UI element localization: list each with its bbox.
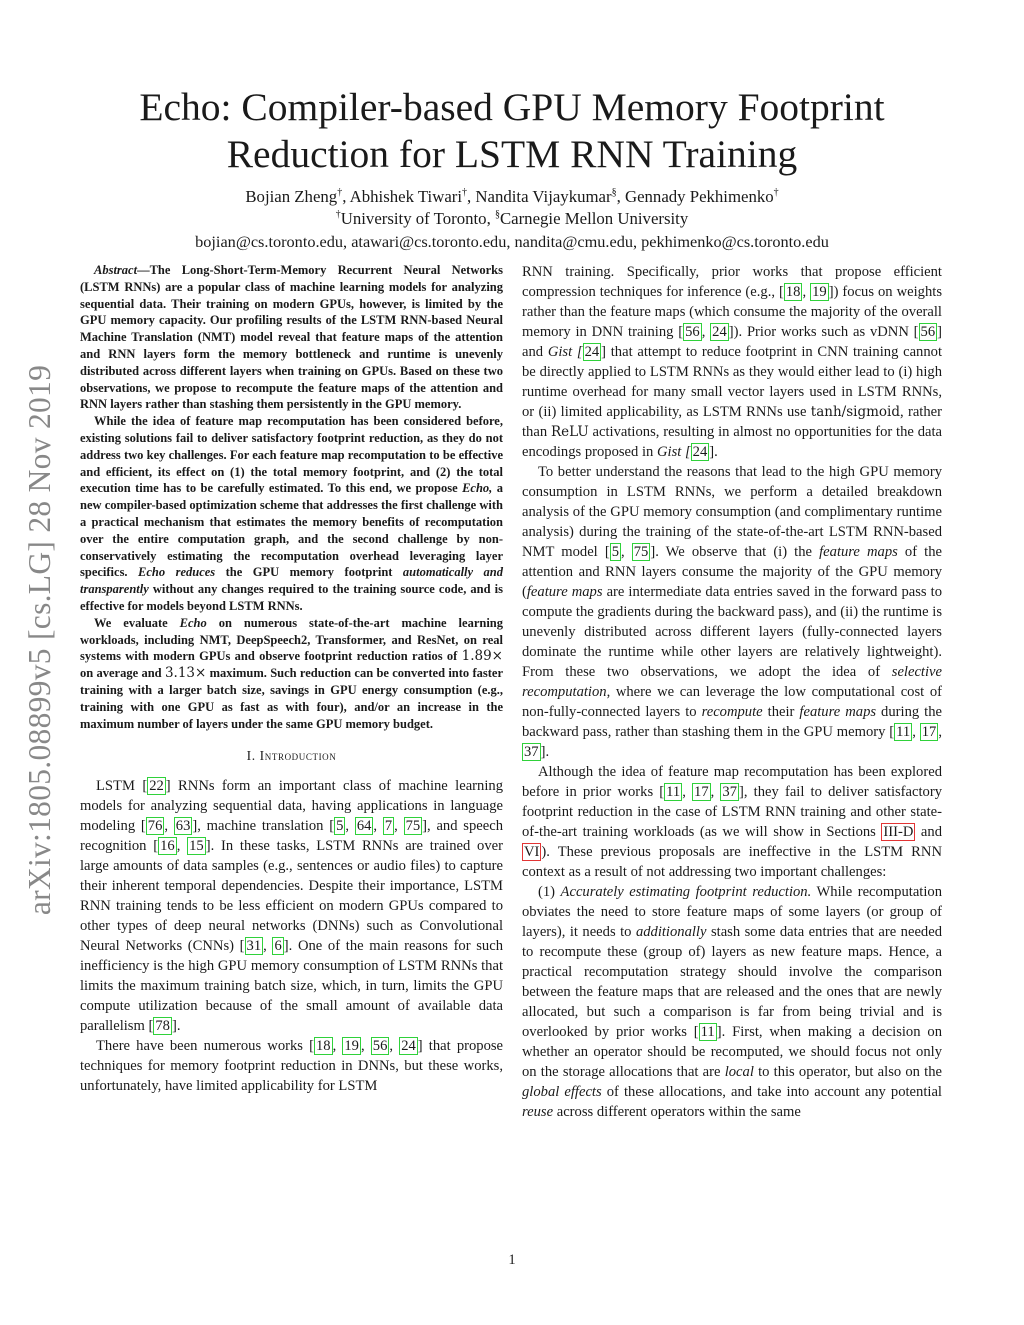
body-paragraph: To better understand the reasons that lead to the high GPU memory consumption in LSTM RNNs, we perform a detailed breakdown analysis of the GPU memory consumption (and complimentary runtime analysis) during the training of the state-of-the-art LSTM RNN-based NMT model [ 5 , 75 ]. We observe that (i) the feature maps of the attention and RNN layers consume the majority of the GPU memory (feature maps are intermediate data entries saved in the forward pass to compute the gradients during the backward pass), and (ii) the runtime is unevenly distributed across different layers (fully-connected layers dominate the runtime while other layers are relatively lightweight). From these two observations, we adopt the idea of selective recomputation, where we can leverage the low computational cost of non-fully-connected layers to recompute their feature maps during the backward pass, rather than stashing them in the GPU memory [ 11 , 17 , 37 ]. — [522, 464, 943, 760]
affiliation-name: Carnegie Mellon University — [499, 209, 689, 228]
abstract-text: —The Long-Short-Term-Memory Recurrent Neural Networks (LSTM RNNs) are a popular class of machine learning models for analyzing sequential data. Their training on modern GPUs, however, is limited by the GPU memory capacity. Our profiling results of the LSTM RNN-based Neural Machine Translation (NMT) model reveal that feature maps of the attention and RNN layers form the memory bottleneck and runtime is unevenly distributed across different layers when training on GPUs. Based on these two observations, we propose to recompute the feature maps of the attention and RNN layers rather than stashing them persistently in the GPU memory. — [80, 263, 503, 412]
citation-link[interactable]: 15 — [189, 838, 204, 855]
author-mark: † — [337, 187, 343, 198]
citation-link[interactable]: 11 — [896, 724, 911, 740]
citation-link[interactable]: 24 — [584, 344, 600, 360]
citation-link[interactable]: 11 — [700, 1024, 715, 1040]
citation-link[interactable]: 7 — [384, 818, 393, 835]
body-paragraph: There have been numerous works [ 18 , 19 , 56 , 24 ] that propose techniques for memory footprint reduction in DNNs, but these works, unfortunately, have limited applicability for LSTM — [80, 1038, 504, 1095]
citation-link[interactable]: 76 — [147, 818, 163, 835]
citation-link[interactable]: 5 — [336, 818, 344, 835]
author-name: Bojian Zheng — [245, 187, 338, 206]
arxiv-identifier: arXiv:1805.08899v5 [cs.LG] 28 Nov 2019 — [22, 364, 57, 916]
right-column — [522, 262, 942, 1122]
citation-link[interactable]: 6 — [274, 938, 282, 955]
citation-link[interactable]: 16 — [160, 838, 175, 855]
abstract-paragraph — [80, 262, 503, 413]
citation-link[interactable]: 24 — [712, 324, 727, 340]
crossref-link[interactable]: III-D — [883, 824, 914, 840]
abstract-paragraph: We evaluate Echo on numerous state-of-the-art machine learning workloads, including NMT, DeepSpeech2, Transformer, and ResNet, on real systems with modern GPUs and observe footprint reduction ratios of 1.89× on average and 3.13× maximum. Such reduction can be converted into faster training with a larger batch size, savings in GPU energy consumption (e.g., training with one GPU as fast as with four), and/or an increase in the maximum number of layers under the same GPU memory budget. — [80, 615, 504, 731]
crossref-link[interactable]: VI — [524, 844, 540, 860]
author-mark: § — [611, 187, 617, 198]
affiliation-mark: § — [494, 209, 500, 220]
left-column — [80, 262, 503, 1096]
intro-body-right — [522, 262, 942, 1122]
citation-link[interactable]: 18 — [315, 1038, 331, 1055]
citation-link[interactable]: 24 — [692, 444, 708, 460]
arxiv-sidebar — [10, 340, 70, 940]
paper-title — [110, 84, 914, 178]
citation-link[interactable]: 63 — [175, 818, 191, 835]
section-heading — [80, 748, 503, 764]
citation-link[interactable]: 24 — [401, 1038, 416, 1055]
citation-link[interactable]: 56 — [685, 324, 700, 340]
title-line-2: Reduction for LSTM RNN Training — [226, 132, 798, 176]
citation-link[interactable]: 31 — [246, 938, 262, 955]
body-paragraph: Although the idea of feature map recomputation has been explored before in prior works [ 11 , 17 , 37 ], they fail to deliver satisfactory footprint reduction in the case of LSTM RNN training and other state-of-the-art training workloads (as we will show in Sections III-D and VI ). These previous proposals are ineffective in the LSTM RNN context as a result of not addressing two important challenges: — [522, 764, 943, 880]
title-line-1: Echo: Compiler-based GPU Memory Footprint — [139, 85, 885, 129]
body-paragraph: (1) Accurately estimating footprint reduction. While recomputation obviates the need to store feature maps of some layers (or group of layers), it needs to additionally stash some data entries that are needed to recompute these (group of) layers as new feature maps. Hence, a practical recomputation strategy should involve the comparison between the feature maps that are released and the ones that are newly allocated, but such a comparison is far from being trivial and is overlooked by prior works [ 11 ]. First, when making a decision on whether an operator should be recomputed, we should focus not only on the storage allocations that are local to this operator, but also on the global effects of these allocations, and take into account any potential reuse across different operators within the same — [522, 884, 943, 1120]
page-number: 1 — [508, 1252, 516, 1268]
author-name: Nandita Vijaykumar — [475, 187, 612, 206]
citation-link[interactable]: 17 — [694, 784, 709, 800]
citation-link[interactable]: 56 — [372, 1038, 388, 1055]
citation-link[interactable]: 78 — [155, 1018, 170, 1035]
citation-link[interactable]: 17 — [921, 724, 937, 740]
citation-link[interactable]: 37 — [722, 784, 738, 800]
author-mark: † — [773, 187, 779, 198]
citation-link[interactable]: 37 — [524, 744, 539, 760]
body-paragraph: RNN training. Specifically, prior works that propose efficient compression techniques for inference (e.g., [ 18 , 19 ]) focus on weights rather than the feature maps (which consume the majority of the overall memory in DNN training [ 56 , 24 ]). Prior works such as vDNN [ 56 ] and Gist [ 24 ] that attempt to reduce footprint in CNN training cannot be directly applied to LSTM RNNs as they would either lead to (i) high runtime overhead for many small vector layers used in LSTM RNNs, or (ii) limited applicability, as LSTM RNNs use tanh/sigmoid, rather than ReLU activations, resulting in almost no opportunities for the data encodings proposed in Gist [ 24 ]. — [522, 264, 943, 460]
section-title: Introduction — [259, 748, 337, 764]
citation-link[interactable]: 19 — [812, 284, 827, 300]
author-mark: † — [462, 187, 468, 198]
citation-link[interactable]: 5 — [611, 544, 619, 560]
intro-body-left — [80, 776, 503, 1096]
citation-link[interactable]: 56 — [920, 324, 936, 340]
section-numeral: I. — [246, 748, 256, 764]
affiliation-name: University of Toronto — [340, 209, 487, 228]
citation-link[interactable]: 75 — [405, 818, 421, 835]
citation-link[interactable]: 64 — [356, 818, 372, 835]
citation-link[interactable]: 19 — [344, 1038, 359, 1055]
author-emails: bojian@cs.toronto.edu, atawari@cs.toronto.edu, nandita@cmu.edu, pekhimenko@cs.toronto.edu — [195, 232, 829, 251]
affiliations: †University of Toronto, §Carnegie Mellon University — [335, 209, 689, 228]
author-list: Bojian Zheng†, Abhishek Tiwari†, Nandita Vijaykumar§, Gennady Pekhimenko† — [245, 187, 779, 206]
body-paragraph: LSTM [ 22 ] RNNs form an important class of machine learning models for analyzing sequential data, having applications in language modeling [ 76 , 63 ], machine translation [ 5 , 64 , 7 , 75 ], and speech recognition [ 16 , 15 ]. In these tasks, LSTM RNNs are trained over large amounts of data samples (e.g., sentences or audio files) to capture their inherent temporal dependencies. Despite their importance, LSTM RNN training tends to be less efficient on modern GPUs compared to other types of deep neural networks (DNNs) such as Convolutional Neural Networks (CNNs) [ 31 , 6 ]. One of the main reasons for such inefficiency is the high GPU memory consumption of LSTM RNNs that limits the maximum training batch size, which, in turn, limits the GPU compute utilization because of the small amount of available data parallelism [ 78 ]. — [80, 778, 504, 1035]
paper-header — [110, 84, 914, 253]
citation-link[interactable]: 75 — [633, 544, 649, 560]
abstract-paragraph: While the idea of feature map recomputation has been considered before, existing solutions fail to deliver satisfactory footprint reduction, as they do not address two key challenges. For each feature map recomputation to be effective and efficient, its effect on (1) the total memory footprint, and (2) the total execution time has to be carefully estimated. To this end, we propose Echo, a new compiler-based optimization scheme that addresses the first challenge with a practical mechanism that estimates the memory benefits of recomputation over the entire computation graph, and the second challenge by non-conservatively estimating the recomputation overhead leveraging layer specifics. Echo reduces the GPU memory footprint automatically and transparently without any changes required to the training source code, and is effective for models beyond LSTM RNNs. — [80, 414, 503, 613]
citation-link[interactable]: 18 — [785, 284, 801, 300]
affiliation-mark: † — [335, 209, 341, 220]
citation-link[interactable]: 22 — [149, 778, 164, 795]
abstract-label: Abstract — [94, 263, 138, 277]
abstract — [80, 262, 503, 732]
citation-link[interactable]: 11 — [666, 784, 681, 800]
author-name: Gennady Pekhimenko — [624, 187, 774, 206]
author-name: Abhishek Tiwari — [349, 187, 463, 206]
